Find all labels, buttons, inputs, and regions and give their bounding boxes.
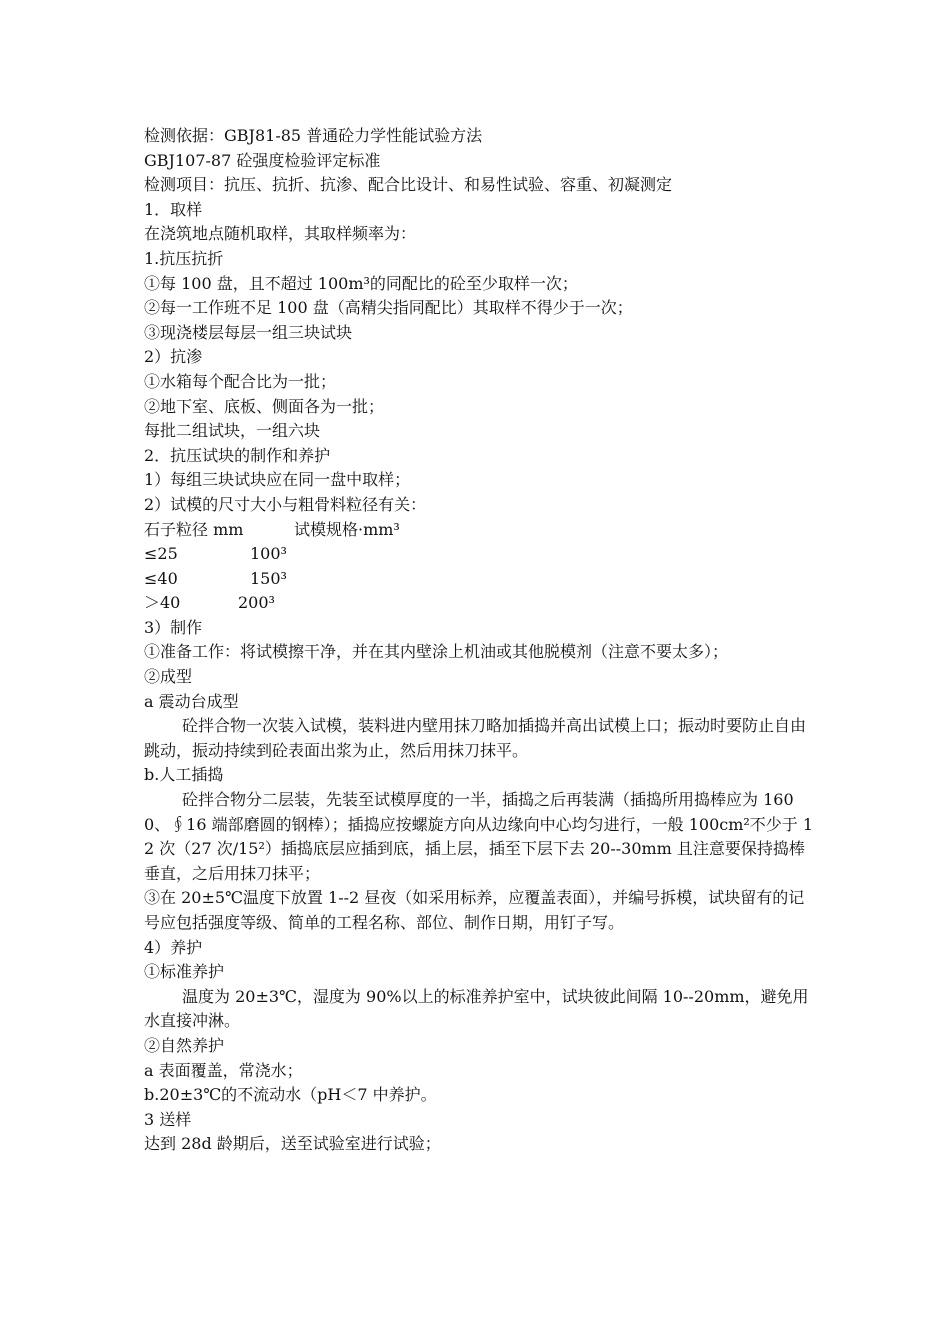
list-item: ①标准养护 — [144, 962, 225, 982]
list-item: ③在 20±5℃温度下放置 1--2 昼夜（如采用标养，应覆盖表面），并编号拆模，试块留有的记号应包括强度等级、简单的工程名称、部位、制作日期，用钉子写。 — [144, 888, 805, 932]
list-item: ①水箱每个配合比为一批； — [144, 371, 337, 391]
list-item: 1）每组三块试块应在同一盘中取样； — [144, 470, 411, 490]
list-item: ①准备工作：将试模擦干净，并在其内壁涂上机油或其他脱模剂（注意不要太多）； — [144, 642, 729, 662]
table-header-cell: 石子粒径 mm — [144, 519, 244, 539]
section-heading: 2．抗压试块的制作和养护 — [144, 445, 331, 465]
list-item: 2）试模的尺寸大小与粗骨料粒径有关： — [144, 494, 427, 514]
test-items-line: 检测项目：抗压、抗折、抗渗、配合比设计、和易性试验、容重、初凝测定 — [144, 175, 673, 195]
basis-line: 检测依据：GBJ81-85 普通砼力学性能试验方法 — [144, 126, 483, 145]
section-heading: 3 送样 — [144, 1109, 192, 1129]
table-cell: ＞40 — [144, 593, 181, 613]
list-item: a 表面覆盖，常浇水； — [144, 1060, 303, 1080]
table-cell: 200³ — [238, 593, 275, 613]
subsection-heading: 4）养护 — [144, 937, 203, 957]
list-item: b.20±3℃的不流动水（pH＜7 中养护。 — [144, 1085, 437, 1105]
table-cell: 150³ — [250, 568, 287, 588]
list-item: ②地下室、底板、侧面各为一批； — [144, 396, 385, 416]
list-item: ③现浇楼层每层一组三块试块 — [144, 322, 353, 342]
subsection-heading: 3）制作 — [144, 617, 203, 637]
table-row — [144, 567, 814, 592]
paragraph: 每批二组试块，一组六块 — [144, 421, 321, 441]
subsection-heading: 1.抗压抗折 — [144, 248, 224, 268]
list-item: ①每 100 盘，且不超过 100m³的同配比的砼至少取样一次； — [144, 273, 578, 293]
list-item: ②成型 — [144, 667, 193, 687]
paragraph: 砼拌合物分二层装，先装至试模厚度的一半，插捣之后再装满（插捣所用捣棒应为 1600、∮16 端部磨圆的钢棒）；插捣应按螺旋方向从边缘向中心均匀进行，一般 100cm²不少于 12 次（27 次/15²）插捣底层应插到底，插上层，插至下层下去 20--30mm 且注意要保持捣棒垂直，之后用抹刀抹平； — [144, 790, 814, 883]
table-cell: 100³ — [250, 544, 287, 564]
list-item: a 震动台成型 — [144, 691, 239, 711]
list-item: ②自然养护 — [144, 1035, 225, 1055]
list-item: ②每一工作班不足 100 盘（高精尖指同配比）其取样不得少于一次； — [144, 298, 633, 318]
table-header-cell: 试模规格·mm³ — [294, 519, 400, 539]
document-body — [144, 124, 814, 1157]
size-table-header — [144, 518, 814, 543]
table-cell: ≤40 — [144, 568, 178, 588]
table-row — [144, 542, 814, 567]
table-row — [144, 591, 814, 616]
paragraph: 温度为 20±3℃，湿度为 90%以上的标准养护室中，试块彼此间隔 10--20mm，避免用水直接冲淋。 — [144, 986, 809, 1031]
list-item: b.人工插捣 — [144, 765, 224, 785]
standard-line: GBJ107-87 砼强度检验评定标准 — [144, 150, 381, 170]
subsection-heading: 2）抗渗 — [144, 347, 203, 367]
paragraph: 在浇筑地点随机取样，其取样频率为： — [144, 224, 417, 244]
section-heading: 1．取样 — [144, 199, 203, 219]
table-cell: ≤25 — [144, 544, 178, 564]
paragraph: 砼拌合物一次装入试模，装料进内壁用抹刀略加插捣并高出试模上口；振动时要防止自由跳动，振动持续到砼表面出浆为止，然后用抹刀抹平。 — [144, 716, 807, 760]
paragraph: 达到 28d 龄期后，送至试验室进行试验； — [144, 1134, 441, 1154]
